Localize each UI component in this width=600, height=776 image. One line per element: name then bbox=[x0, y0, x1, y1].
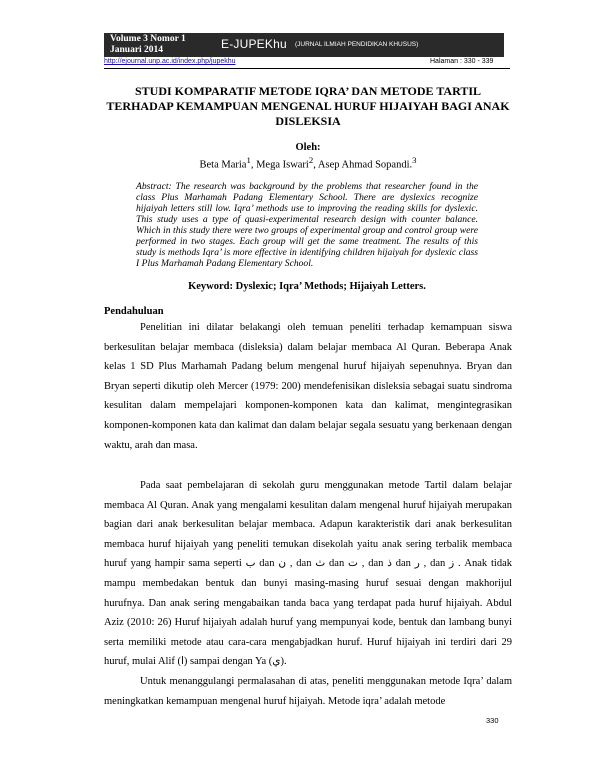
author-name: Beta Maria bbox=[199, 159, 247, 171]
body-paragraph: Penelitian ini dilatar belakangi oleh temuan peneliti terhadap kemampuan siswa berkesulitan belajar membaca (disleksia) dalam belajar membaca Al Quran. Beberapa Anak kelas 1 SD Plus Marhamah Padang belum mengenal huruf hijaiyah sepenuhnya. Bryan dan Bryan seperti dikutip oleh Mercer (1979: 200) mendefenisikan disleksia sebagai suatu sindroma kesulitan dalam mempelajari komponen-komponen kata dan kalimat, mengintegrasikan komponen-komponen kata dan kalimat dan dalam belajar segala sesuatu yang berkenaan dengan waktu, arah dan masa. bbox=[104, 322, 512, 451]
volume-number: Volume 3 Nomor 1 bbox=[110, 34, 186, 44]
page-number: 330 bbox=[486, 716, 499, 725]
journal-url-link[interactable]: http://ejournal.unp.ac.id/index.php/jupekhu bbox=[104, 58, 236, 65]
volume-info bbox=[110, 34, 186, 55]
author-name: Asep Ahmad Sopandi. bbox=[317, 159, 413, 171]
keywords: Keyword: Dyslexic; Iqra’ Methods; Hijaiyah Letters. bbox=[188, 281, 426, 292]
author-name: Mega Iswari bbox=[256, 159, 309, 171]
author-affiliation-mark: 1 bbox=[246, 155, 251, 165]
journal-subtitle: (JURNAL ILMIAH PENDIDIKAN KHUSUS) bbox=[295, 41, 419, 48]
author-separator: , bbox=[250, 159, 257, 171]
body-paragraph: Untuk menanggulangi permalasahan di atas, peneliti menggunakan metode Iqra’ dalam meningkatkan kemampuan mengenal huruf hijaiyah. Metode iqra’ adalah metode bbox=[104, 676, 512, 707]
author-affiliation-mark: 3 bbox=[412, 155, 417, 165]
author-affiliation-mark: 2 bbox=[308, 155, 314, 165]
journal-header-band bbox=[104, 33, 504, 57]
section-heading: Pendahuluan bbox=[104, 306, 164, 317]
body-paragraph: Pada saat pembelajaran di sekolah guru menggunakan metode Tartil dalam belajar membaca Al Quran. Anak yang mengalami kesulitan dalam mengenal huruf hijaiyah merupakan bagian dari anak berkesulitan belajar membaca. Adapun karakteristik dari anak berkesulitan membaca huruf hijaiyah yang peneliti temukan disekolah yaitu anak sering terbalik membaca huruf yang hampir sama seperti ب dan ن , dan ث dan ت , dan ذ dan ر , dan ز . Anak tidak mampu membedakan bentuk dan bunyi masing-masing huruf sesuai dengan makhorijul hurufnya. Dan anak sering mengabaikan tanda baca yang terdapat pada huruf hijaiyah. Abdul Aziz (2010: 26) Huruf hijaiyah adalah huruf yang mempunyai kode, bentuk dan lambang bunyi serta memiliki metode atau cara-cara mengabjadkan huruf. Huruf hijaiyah ini terdiri dari 29 huruf, mulai Alif (ا) sampai dengan Ya (ي). bbox=[104, 480, 512, 668]
header-divider bbox=[104, 68, 510, 69]
journal-brand: E-JUPEKhu bbox=[221, 37, 287, 51]
author-separator: , bbox=[313, 159, 318, 171]
author-list bbox=[104, 155, 512, 171]
page-range: Halaman : 330 - 339 bbox=[430, 58, 494, 65]
abstract: Abstract: The research was background by the problems that researcher found in the class Plus Marhamah Padang Elementary School. There are dyslexics recognize hijaiyah letters still low. Iqra’ methods use to improving the reading skills for dyslexic. This study uses a type of quasi-experimental research design with counter balance. Which in this study there were two groups of experimental group and control group were performed in two stages. Each group will get the same treatment. The results of this study is methods Iqra’ is more effective in identifying children hijaiyah for dyslexic class I Plus Marhamah Padang Elementary School. bbox=[136, 181, 478, 269]
issue-date: Januari 2014 bbox=[110, 44, 164, 55]
paper-title: STUDI KOMPARATIF METODE IQRA’ DAN METODE TARTIL TERHADAP KEMAMPUAN MENGENAL HURUF HIJAIYAH BAGI ANAK DISLEKSIA bbox=[106, 84, 510, 128]
byline-label: Oleh: bbox=[295, 142, 321, 153]
